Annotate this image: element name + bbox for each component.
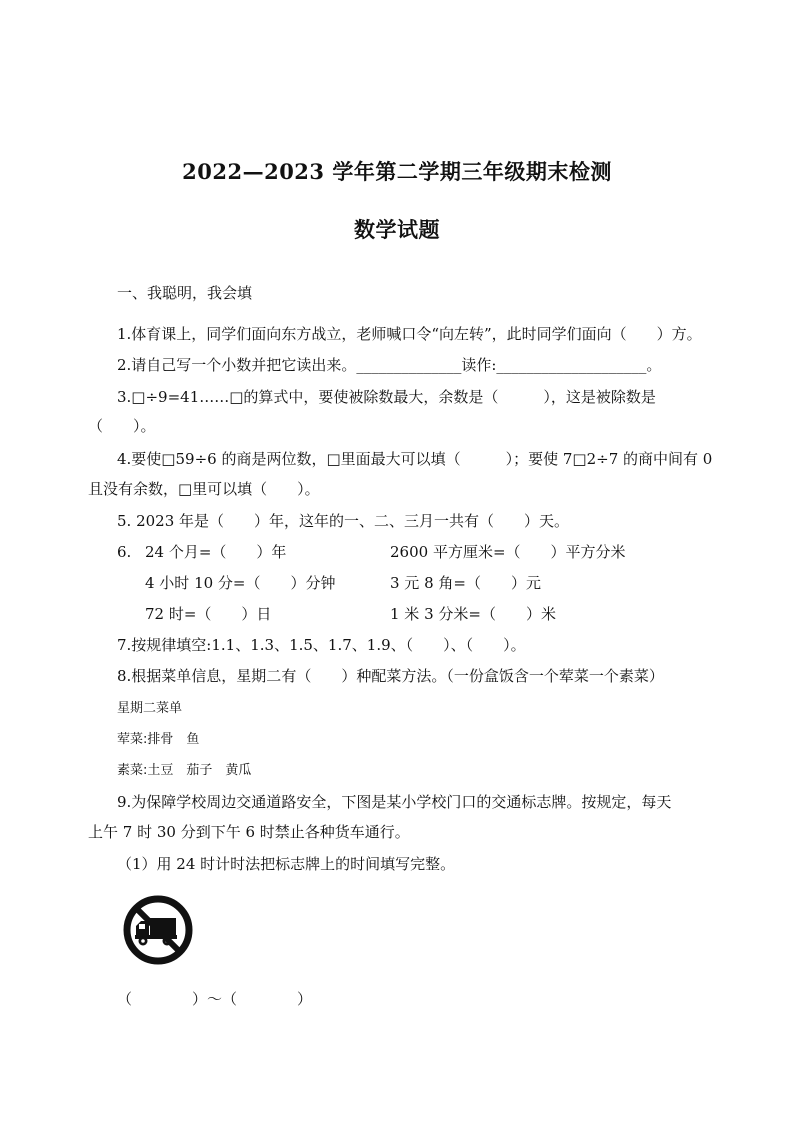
question-9-line-2: 上午 7 时 30 分到下午 6 时禁止各种货车通行。	[88, 823, 410, 841]
page-title: 2022—2023 学年第二学期三年级期末检测	[182, 159, 612, 184]
question-6-item-3: 4 小时 10 分=（ ）分钟	[145, 574, 336, 592]
question-6-item-1: 24 个月=（ ）年	[145, 543, 287, 561]
question-6-item-2: 2600 平方厘米=（ ）平方分米	[390, 543, 626, 561]
menu-vegetable-dishes: 素菜:土豆 茄子 黄瓜	[117, 763, 252, 778]
question-6-item-4: 3 元 8 角=（ ）元	[390, 574, 541, 592]
question-1: 1.体育课上，同学们面向东方战立，老师喊口令“向左转”，此时同学们面向（ ）方。	[117, 325, 702, 343]
menu-meat-dishes: 荤菜:排骨 鱼	[117, 732, 200, 747]
question-6-item-6: 1 米 3 分米=（ ）米	[390, 605, 556, 623]
question-9-part-1: （1）用 24 时计时法把标志牌上的时间填写完整。	[117, 855, 456, 873]
section-heading: 一、我聪明，我会填	[117, 284, 253, 302]
question-8: 8.根据菜单信息，星期二有（ ）种配菜方法。（一份盒饭含一个荤菜一个素菜）	[117, 667, 664, 685]
question-6-number: 6.	[117, 543, 132, 561]
question-9-line-1: 9.为保障学校周边交通道路安全，下图是某小学校门口的交通标志牌。按规定，每天	[117, 793, 672, 811]
question-4-line-1: 4.要使□59÷6 的商是两位数，□里面最大可以填（ ）；要使 7□2÷7 的商中间有 0	[117, 450, 713, 468]
question-2: 2.请自己写一个小数并把它读出来。______________读作:____________________。	[117, 356, 662, 374]
answer-time-range: （ ）～（ ）	[117, 990, 313, 1008]
question-4-line-2: 且没有余数，□里可以填（ ）。	[88, 480, 320, 498]
menu-title: 星期二菜单	[117, 701, 183, 716]
question-3-line-2: （ ）。	[88, 417, 156, 435]
question-6-item-5: 72 时=（ ）日	[145, 605, 272, 623]
question-5: 5. 2023 年是（ ）年，这年的一、二、三月一共有（ ）天。	[117, 512, 570, 530]
page-subtitle: 数学试题	[354, 217, 440, 242]
no-trucks-sign-icon	[122, 894, 194, 966]
question-3-line-1: 3.□÷9=41……□的算式中，要使被除数最大，余数是（ ），这是被除数是	[117, 388, 656, 406]
question-7: 7.按规律填空:1.1、1.3、1.5、1.7、1.9、（ ）、（ ）。	[117, 636, 526, 654]
